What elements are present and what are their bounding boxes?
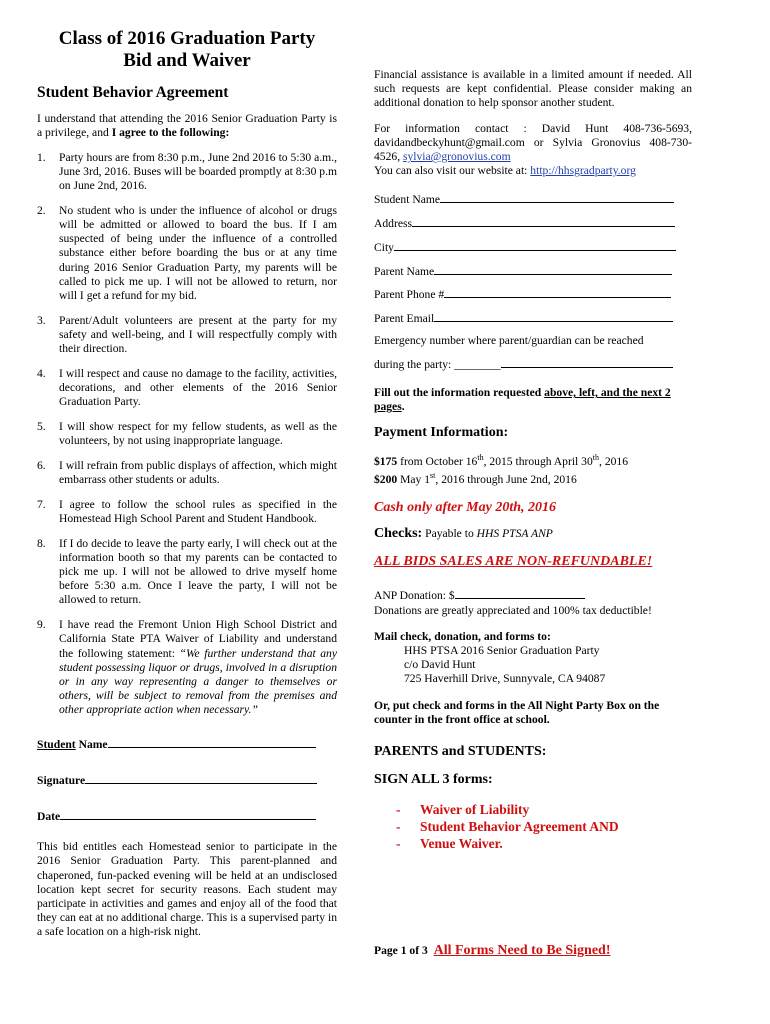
title-line-1: Class of 2016 Graduation Party	[58, 28, 316, 49]
form-item: - Venue Waiver.	[396, 836, 503, 852]
student-name-line	[37, 736, 337, 752]
signature-line	[37, 772, 337, 788]
price1-text-c: , 2016	[599, 454, 628, 468]
anp-donation	[374, 587, 692, 617]
price2-sup: st	[430, 470, 436, 480]
checks-payee: HHS PTSA ANP	[476, 526, 553, 540]
mail-address	[374, 644, 692, 687]
mail-line: HHS PTSA 2016 Senior Graduation Party	[404, 644, 600, 657]
checks-text: Payable to	[422, 526, 477, 540]
price2-amount: $200	[374, 472, 398, 486]
fill-out-prefix: Fill out the information requested	[374, 386, 545, 400]
rule-text: I will show respect for my fellow students, as well as the volunteers, by not using inappropriate language.	[59, 419, 337, 448]
price1-sup1: th	[477, 452, 484, 462]
all-forms-note: All Forms Need to Be Signed!	[433, 943, 611, 959]
page-footer	[374, 944, 692, 958]
contact-text: For information contact : David Hunt 408-736-5693, davidandbeckyhunt@gmail.com or Sylvia Gronovius 408-730-4526,	[374, 121, 692, 164]
field-input[interactable]	[412, 215, 675, 227]
price2-text-b: , 2016 through June 2nd, 2016	[435, 472, 577, 486]
field-label: Student Name	[374, 193, 441, 207]
field-parent-name	[374, 263, 692, 279]
contact-info	[374, 122, 692, 179]
price-line-2	[374, 469, 692, 487]
mail-title: Mail check, donation, and forms to:	[374, 629, 551, 643]
rule-text: I have read the Fremont Union High School District and California State PTA Waiver of Liability and understand the following statement:	[59, 618, 337, 660]
field-label: Parent Email	[374, 311, 435, 325]
form-label: Venue Waiver.	[420, 836, 503, 852]
form-label: Student Behavior Agreement AND	[420, 819, 619, 835]
rule-quote: “We further understand that any student possessing liquor or drugs, involved in a disruption or in any way representing a danger to themselves or others, will be subject to removal from the premises and other appropriate action when necessary.”	[59, 646, 338, 717]
rule-number: 9.	[37, 618, 46, 632]
rule-text: No student who is under the influence of alcohol or drugs will be admitted or allowed to board the bus. If I am suspected of being under the influence of a controlled substance either before boarding the bus or at any time during 2016 Senior Graduation Party, my parents will be called to pick me up. I will not be allowed to return, nor will I get a refund for my bid.	[59, 203, 337, 302]
rule-number: 4.	[37, 366, 46, 380]
anp-donation-field[interactable]	[455, 587, 585, 599]
rule-number: 3.	[37, 313, 46, 327]
anp-label: ANP Donation: $	[374, 589, 455, 603]
rule-number: 2.	[37, 203, 46, 217]
box-note: Or, put check and forms in the All Night Party Box on the counter in the front office at school.	[374, 698, 660, 726]
field-input[interactable]	[440, 191, 674, 203]
payment-title: Payment Information:	[374, 425, 509, 441]
student-name-field[interactable]	[108, 736, 316, 748]
field-city	[374, 239, 692, 255]
field-parent-phone	[374, 286, 692, 302]
page-title	[37, 28, 337, 72]
rule-number: 1.	[37, 150, 46, 164]
mail-line: 725 Haverhill Drive, Sunnyvale, CA 94087	[404, 672, 606, 686]
price1-text-a: from October 16	[397, 454, 478, 468]
emergency-line-1: Emergency number where parent/guardian can be reached	[374, 333, 644, 347]
mail-line: c/o David Hunt	[404, 658, 476, 672]
bid-description: This bid entitles each Homestead senior to participate in the 2016 Senior Graduation Party. This parent-planned and chaperoned, fun-packed evening will be held at an undisclosed location kept secret for security reasons. Each student may participate in activities and games and enjoy all of the food that they can eat at no additional charge. This is a supervised party in a safe location on a high-risk night.	[37, 840, 337, 939]
rule-text: Party hours are from 8:30 p.m., June 2nd 2016 to 5:30 a.m., June 3rd, 2016. Buses will be boarded promptly at 8:30 p.m on June 2nd, 2016.	[59, 150, 337, 193]
rule-text: If I do decide to leave the party early, I will check out at the information booth so that my parents can be contacted to pick me up. I will not be allowed to drive myself home before 5:30 a.m. Once I leave the party, I will not be allowed to return.	[59, 536, 337, 607]
field-parent-email	[374, 310, 692, 326]
field-label: Address	[374, 217, 412, 231]
rules-list	[37, 151, 337, 718]
rule-item	[37, 367, 337, 410]
price1-text-b: , 2015 through April 30	[483, 454, 593, 468]
title-line-2: Bid and Waiver	[123, 50, 251, 71]
form-item: - Waiver of Liability	[396, 802, 530, 818]
student-label: Student	[37, 737, 76, 751]
emergency-line-2	[374, 356, 692, 372]
field-label: Parent Name	[374, 264, 435, 278]
intro-paragraph	[37, 112, 337, 140]
left-column	[37, 28, 337, 940]
emergency-field[interactable]	[501, 356, 673, 368]
name-label: Name	[75, 737, 108, 751]
signature-field[interactable]	[85, 772, 317, 784]
form-label: Waiver of Liability	[420, 802, 530, 818]
price-line-1	[374, 451, 692, 469]
rule-item	[37, 151, 337, 194]
rule-text: I will respect and cause no damage to the facility, activities, decorations, and other elements of the 2016 Senior Graduation Party.	[59, 366, 337, 409]
website-text: You can also visit our website at:	[374, 164, 531, 178]
rule-item	[37, 204, 337, 303]
sign-title: SIGN ALL 3 forms:	[374, 772, 493, 788]
field-input[interactable]	[434, 310, 673, 322]
page-number: Page 1 of 3	[374, 944, 428, 958]
date-label: Date	[37, 809, 61, 823]
signature-label: Signature	[37, 773, 86, 787]
rule-number: 6.	[37, 458, 46, 472]
donation-note: Donations are greatly appreciated and 100% tax deductible!	[374, 603, 652, 617]
form-item: - Student Behavior Agreement AND	[396, 819, 619, 835]
price1-amount: $175	[374, 454, 398, 468]
rule-item	[37, 459, 337, 487]
rule-number: 7.	[37, 497, 46, 511]
mail-block	[374, 630, 692, 687]
section-title: Student Behavior Agreement	[37, 84, 229, 101]
price1-sup2: th	[592, 452, 600, 462]
rule-item	[37, 537, 337, 608]
rule-item	[37, 420, 337, 448]
intro-bold: I agree to the following:	[111, 126, 230, 140]
fill-out-note	[374, 386, 692, 414]
field-student-name	[374, 191, 692, 207]
rule-item	[37, 498, 337, 526]
rule-text: I agree to follow the school rules as specified in the Homestead High School Parent and Student Handbook.	[59, 497, 337, 525]
price-lines	[374, 451, 692, 487]
forms-list	[396, 801, 692, 852]
info-fields	[374, 191, 692, 372]
fill-out-underlined: above, left, and the next 2 pages	[374, 386, 671, 414]
field-input[interactable]	[394, 239, 676, 251]
fill-out-suffix: .	[401, 400, 405, 414]
right-column	[374, 68, 692, 959]
cash-only-note: Cash only after May 20th, 2016	[374, 499, 557, 515]
emergency-label: during the party: ________	[374, 357, 501, 371]
rule-item	[37, 314, 337, 357]
field-input[interactable]	[444, 286, 671, 298]
field-label: Parent Phone #	[374, 288, 445, 302]
date-field[interactable]	[60, 808, 316, 820]
rule-text: Parent/Adult volunteers are present at the party for my safety and well-being, and I will respectfully comply with their direction.	[59, 313, 337, 356]
date-line	[37, 808, 337, 824]
rule-number: 8.	[37, 536, 46, 550]
contact-email-link[interactable]: sylvia@gronovius.com	[402, 150, 511, 164]
parents-title: PARENTS and STUDENTS:	[374, 744, 547, 760]
financial-note: Financial assistance is available in a limited amount if needed. All such requests are kept confidential. Please consider making an additional donation to help sponsor another student.	[374, 68, 692, 110]
price2-text-a: May 1	[397, 472, 431, 486]
rule-number: 5.	[37, 419, 46, 433]
field-input[interactable]	[434, 263, 672, 275]
field-label: City	[374, 240, 394, 254]
signature-block	[37, 736, 337, 825]
intro-text: I understand that attending the 2016 Senior Graduation Party is a privilege, and	[37, 112, 337, 140]
website-link[interactable]: http://hhsgradparty.org	[530, 164, 636, 178]
checks-label: Checks:	[374, 525, 423, 541]
rule-text: I will refrain from public displays of affection, which might embarrass other students or adults.	[59, 458, 337, 486]
non-refundable-note: ALL BIDS SALES ARE NON-REFUNDABLE!	[374, 554, 653, 570]
field-address	[374, 215, 692, 231]
checks-line	[374, 527, 692, 541]
rule-item	[37, 618, 337, 717]
